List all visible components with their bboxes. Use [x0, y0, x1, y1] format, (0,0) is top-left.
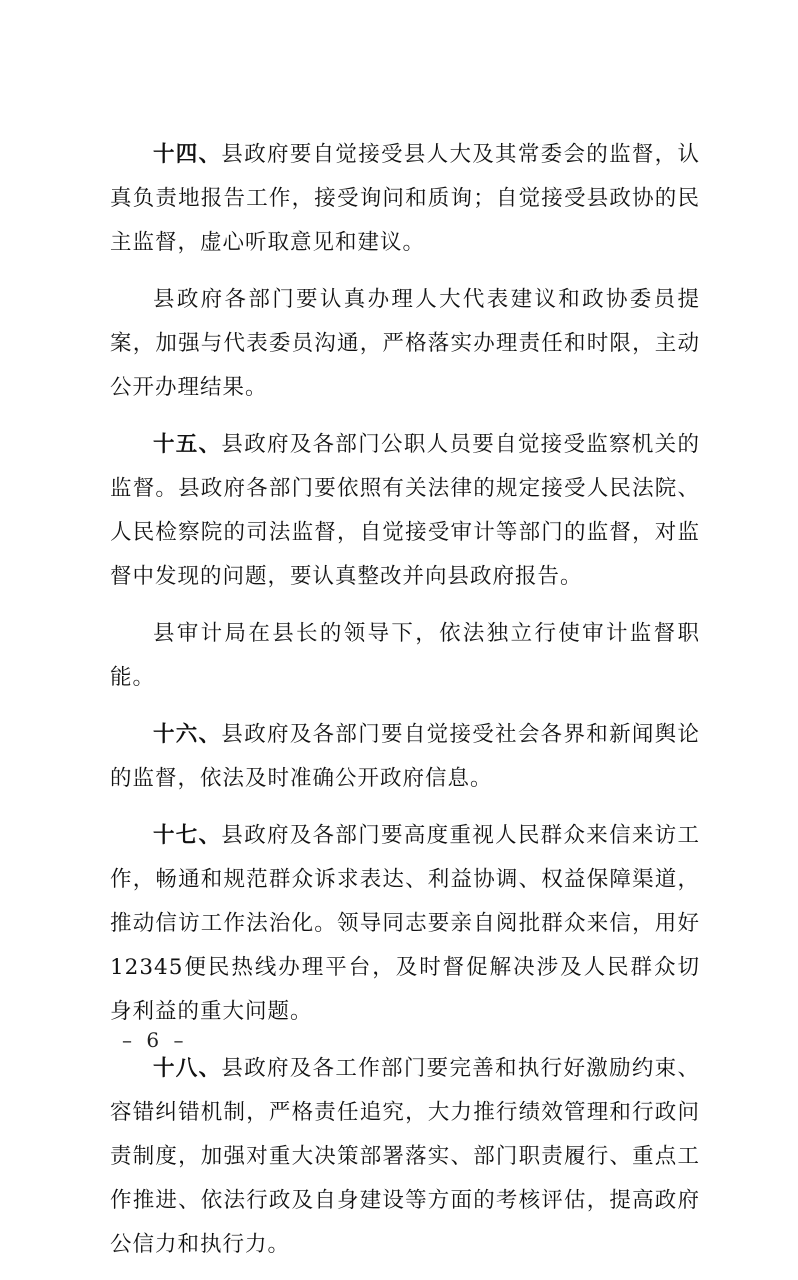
document-body: [110, 133, 700, 1280]
page-number: – 6 –: [122, 1028, 188, 1052]
article-18-text: 县政府及各工作部门要完善和执行好激励约束、容错纠错机制，严格责任追究，大力推行绩效管理和行政问责制度，加强对重大决策部署落实、部门职责履行、重点工作推进、依法行政及自身建设等方面的考核评估，提高政府公信力和执行力。: [110, 1056, 700, 1257]
article-17-heading: 十七、: [153, 823, 222, 848]
article-17-paragraph: [110, 814, 700, 1034]
article-15-paragraph: [110, 423, 700, 599]
article-15-subparagraph-text: 县审计局在县长的领导下，依法独立行使审计监督职能。: [110, 621, 700, 690]
article-15-heading: 十五、: [153, 432, 222, 457]
article-16-heading: 十六、: [153, 722, 222, 747]
article-15-subparagraph: [110, 612, 700, 700]
article-14-paragraph: [110, 133, 700, 265]
article-18-paragraph: [110, 1047, 700, 1267]
article-14-subparagraph-text: 县政府各部门要认真办理人大代表建议和政协委员提案，加强与代表委员沟通，严格落实办理责任和时限，主动公开办理结果。: [110, 287, 700, 400]
article-15-text: 县政府及各部门公职人员要自觉接受监察机关的监督。县政府各部门要依照有关法律的规定接受人民法院、人民检察院的司法监督，自觉接受审计等部门的监督，对监督中发现的问题，要认真整改并向县政府报告。: [110, 432, 700, 589]
article-17-text: 县政府及各部门要高度重视人民群众来信来访工作，畅通和规范群众诉求表达、利益协调、权益保障渠道，推动信访工作法治化。领导同志要亲自阅批群众来信，用好12345便民热线办理平台，及时督促解决涉及人民群众切身利益的重大问题。: [110, 823, 700, 1024]
article-14-subparagraph: [110, 278, 700, 410]
article-14-text: 县政府要自觉接受县人大及其常委会的监督，认真负责地报告工作，接受询问和质询；自觉接受县政协的民主监督，虚心听取意见和建议。: [110, 142, 700, 255]
article-18-heading: 十八、: [153, 1056, 222, 1081]
article-14-heading: 十四、: [153, 142, 222, 167]
article-16-paragraph: [110, 713, 700, 801]
article-16-text: 县政府及各部门要自觉接受社会各界和新闻舆论的监督，依法及时准确公开政府信息。: [110, 722, 700, 791]
